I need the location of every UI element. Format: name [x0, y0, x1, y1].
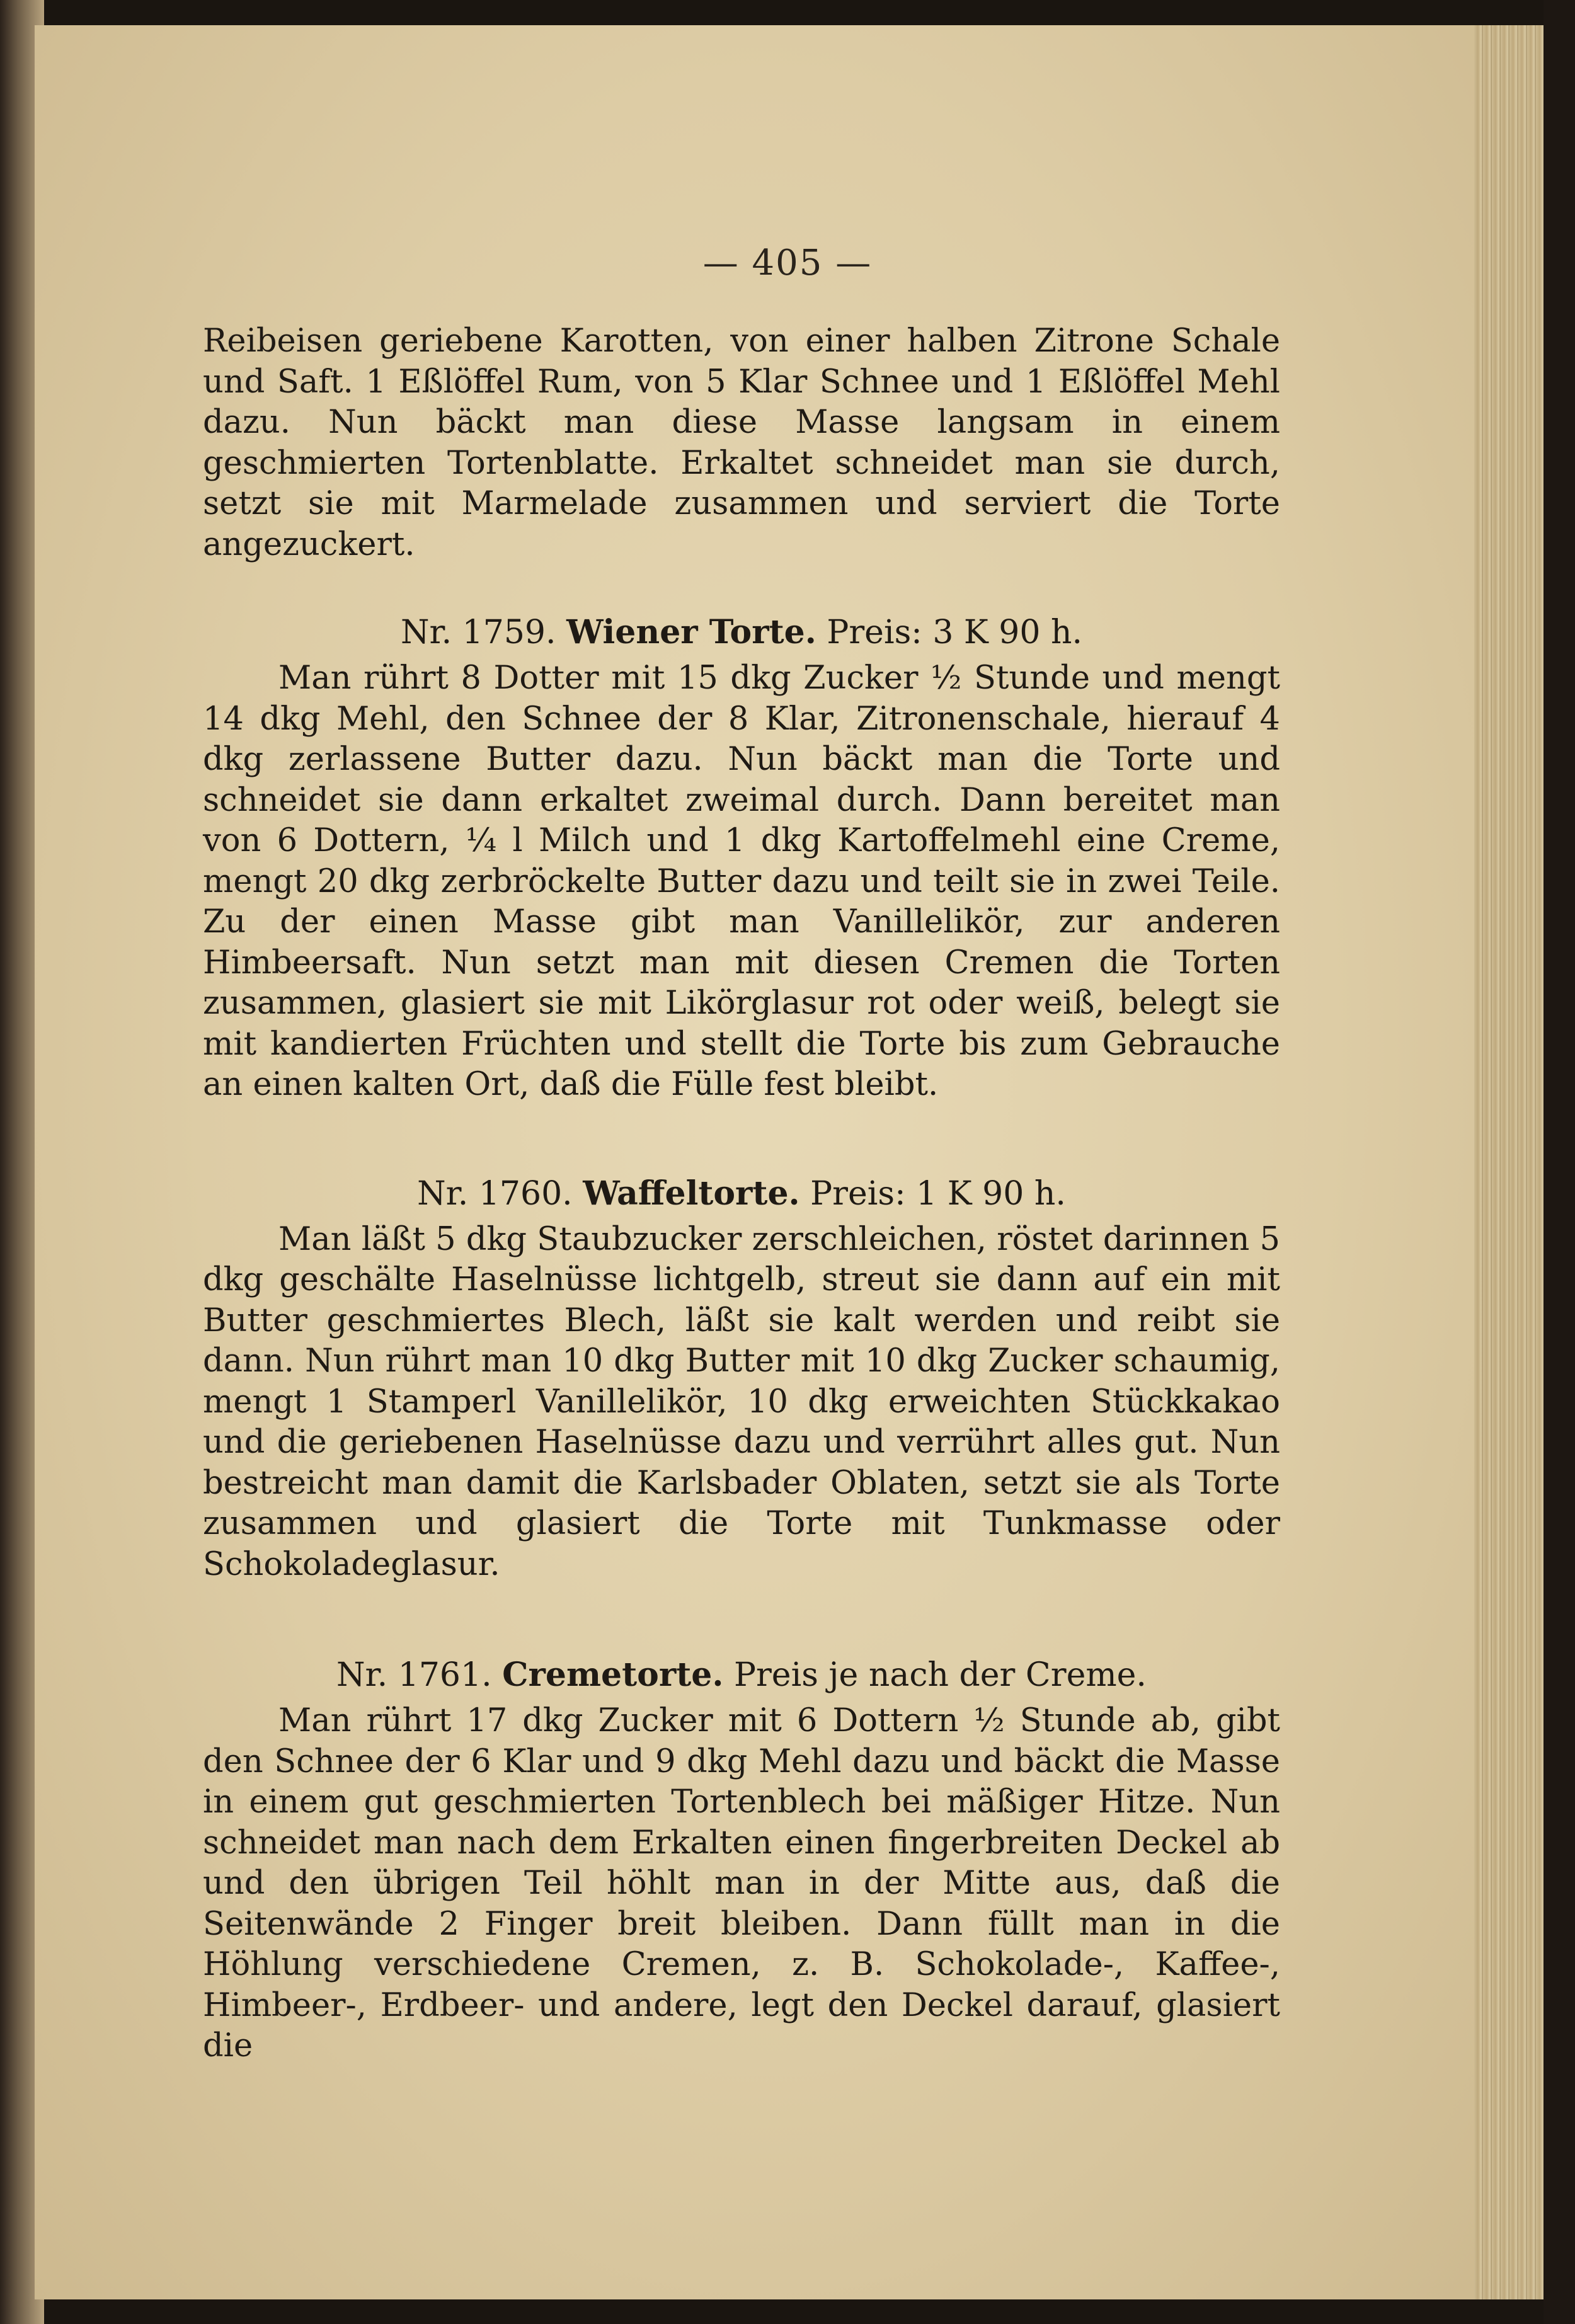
recipe-text-1761: Man rührt 17 dkg Zucker mit 6 Dottern ½ Stunde ab, gibt den Schnee der 6 Klar und 9 dkg Mehl dazu und bäckt die Masse in einem gut geschmierten Tortenblech bei mäßiger Hitze. Nun schneidet man nach dem Erkalten einen fingerbreiten Deckel ab und den übrigen Teil höhlt man in der Mitte aus, daß die Seitenwände 2 Finger breit bleiben. Dann füllt man in die Höhlung verschiedene Cremen, z. B. Schokolade-, Kaffee-, Himbeer-, Erdbeer- und andere, legt den Deckel darauf, glasiert die [203, 1702, 1280, 2064]
recipe-number: Nr. 1759. [400, 614, 556, 651]
recipe-text-1760: Man läßt 5 dkg Staubzucker zerschleichen, röstet darinnen 5 dkg geschälte Haselnüsse lichtgelb, streut sie dann auf ein mit Butter geschmiertes Blech, läßt sie kalt werden und reibt sie dann. Nun rührt man 10 dkg Butter mit 10 dkg Zucker schaumig, mengt 1 Stamperl Vanillelikör, 10 dkg erweichten Stückkakao und die geriebenen Haselnüsse dazu und verrührt alles gut. Nun bestreicht man damit die Karlsbader Oblaten, setzt sie als Torte zusammen und glasiert die Torte mit Tunkmasse oder Schokoladeglasur. [203, 1220, 1280, 1583]
recipe-heading-1761 [203, 1653, 1280, 1697]
continuation-paragraph: Reibeisen geriebene Karotten, von einer halben Zitrone Schale und Saft. 1 Eßlöffel Rum, von 5 Klar Schnee und 1 Eßlöffel Mehl dazu. Nun bäckt man diese Masse langsam in einem geschmierten Tortenblatte. Erkaltet schneidet man sie durch, setzt sie mit Marmelade zusammen und serviert die Torte angezuckert. [203, 323, 1280, 563]
recipe-heading-1760 [203, 1172, 1280, 1216]
recipe-price: Preis: 1 K 90 h. [810, 1174, 1066, 1213]
recipe-price: Preis: 3 K 90 h. [827, 614, 1083, 651]
recipe-text-1759: Man rührt 8 Dotter mit 15 dkg Zucker ½ Stunde und mengt 14 dkg Mehl, den Schnee der 8 Klar, Zitronenschale, hierauf 4 dkg zerlassene Butter dazu. Nun bäckt man die Torte und schneidet sie dann erkaltet zweimal durch. Dann bereitet man von 6 Dottern, ¼ l Milch und 1 dkg Kartoffelmehl eine Creme, mengt 20 dkg zerbröckelte Butter dazu und teilt sie in zwei Teile. Zu der einen Masse gibt man Vanillelikör, zur anderen Himbeersaft. Nun setzt man mit diesen Cremen die Torten zusammen, glasiert sie mit Likörglasur rot oder weiß, belegt sie mit kandierten Früchten und stellt die Torte bis zum Gebrauche an einen kalten Ort, daß die Fülle fest bleibt. [203, 660, 1280, 1103]
recipe-title: Cremetorte. [502, 1656, 724, 1694]
book-cover-edge [1544, 0, 1575, 2324]
recipe-number: Nr. 1761. [336, 1656, 492, 1694]
recipe-title: Waffeltorte. [583, 1174, 800, 1213]
page-number: — 405 — [702, 243, 873, 283]
recipe-title: Wiener Torte. [566, 613, 816, 651]
page-content [203, 321, 1280, 2067]
page-edges [1474, 25, 1544, 2299]
recipe-price: Preis je nach der Creme. [733, 1656, 1147, 1694]
recipe-number: Nr. 1760. [417, 1174, 573, 1213]
recipe-heading-1759 [203, 610, 1280, 655]
